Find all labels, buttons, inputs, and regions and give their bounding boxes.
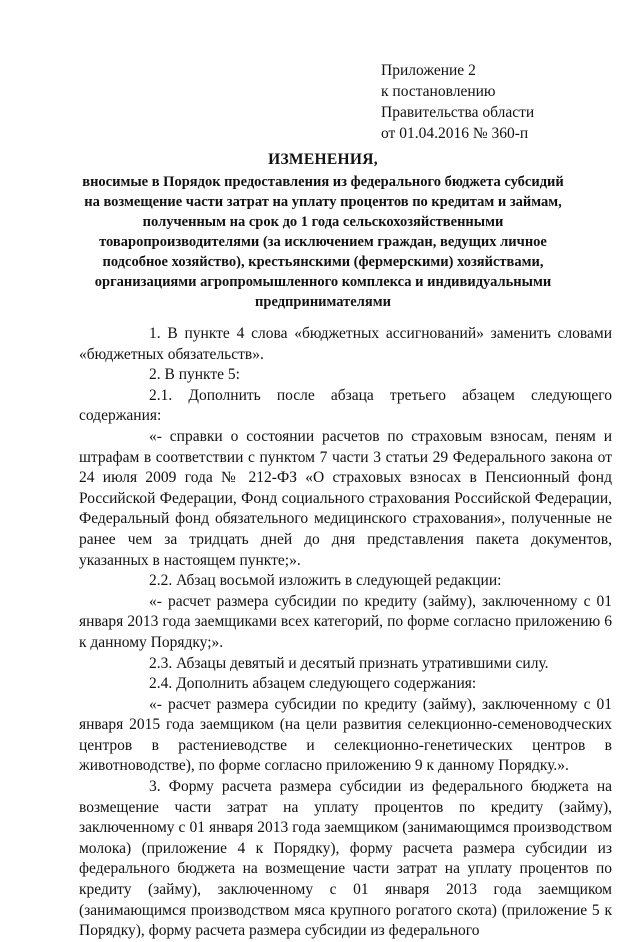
appendix-authority: Правительства области: [381, 104, 535, 121]
paragraph-2-1-quote: «- справки о состоянии расчетов по страховым взносам, пеням и штрафам в соответствии с пунктом 7 части 3 статьи 29 Федерального закона от 24 июля 2009 года № 212-ФЗ «О страховых взносах в Пенсионный фонд Российской Федерации, Фонд социального страхования Российской Федерации, Федеральный фонд обязательного медицинского страхования», полученные не ранее чем за тридцать дней до дня представления пакета документов, указанных в настоящем пункте;».: [79, 427, 612, 569]
appendix-reference: к постановлению: [381, 83, 496, 100]
paragraph-2-1: 2.1. Дополнить после абзаца третьего абзацем следующего содержания:: [79, 386, 612, 425]
paragraph-2: 2. В пункте 5:: [149, 366, 240, 384]
paragraph-3: 3. Форму расчета размера субсидии из федерального бюджета на возмещение части затрат на уплату процентов по кредиту (займу), заключенному с 01 января 2013 года заемщиком (занимающимся производством молока) (приложение 4 к Порядку), форму расчета размера субсидии из федерального бюджета на возмещение части затрат на уплату процентов по кредиту (займу), заключенному с 01 января 2013 года заемщиком (занимающимся производством мяса крупного рогатого скота) (приложение 5 к Порядку), форму расчета размера субсидии из федерального: [79, 778, 612, 940]
paragraph-2-4: 2.4. Дополнить абзацем следующего содержания:: [149, 675, 477, 693]
appendix-date-number: от 01.04.2016 № 360-п: [381, 125, 529, 142]
heading-subtitle: вносимые в Порядок предоставления из федерального бюджета субсидий на возмещение части затрат на уплату процентов по кредитам и займам, полученным на срок до 1 года сельскохозяйственными товаропроизводителями (за исключением граждан, ведущих личное подсобное хозяйство), крестьянскими (фермерскими) хозяйствами, организациями агропромышленного комплекса и индивидуальными предпринимателями: [82, 174, 564, 310]
paragraph-2-2: 2.2. Абзац восьмой изложить в следующей редакции:: [149, 572, 502, 590]
paragraph-2-2-quote: «- расчет размера субсидии по кредиту (займу), заключенному с 01 января 2013 года заемщиками всех категорий, по форме согласно приложению 6 к данному Порядку;».: [79, 592, 612, 651]
document-heading: [80, 150, 566, 312]
heading-title: ИЗМЕНЕНИЯ,: [268, 151, 378, 168]
paragraph-2-3: 2.3. Абзацы девятый и десятый признать утратившими силу.: [149, 654, 549, 672]
appendix-block: [381, 60, 611, 144]
paragraph-2-4-quote: «- расчет размера субсидии по кредиту (займу), заключенному с 01 января 2015 года заемщиком (на цели развития селекционно-семеноводческих центров в растениеводстве и селекционно-генетических центров в животноводстве), по форме согласно приложению 9 к данному Порядку.».: [79, 695, 612, 775]
appendix-number: Приложение 2: [381, 62, 476, 79]
paragraph-1: 1. В пункте 4 слова «бюджетных ассигнований» заменить словами «бюджетных обязательств».: [79, 325, 612, 363]
document-body: [79, 324, 612, 942]
